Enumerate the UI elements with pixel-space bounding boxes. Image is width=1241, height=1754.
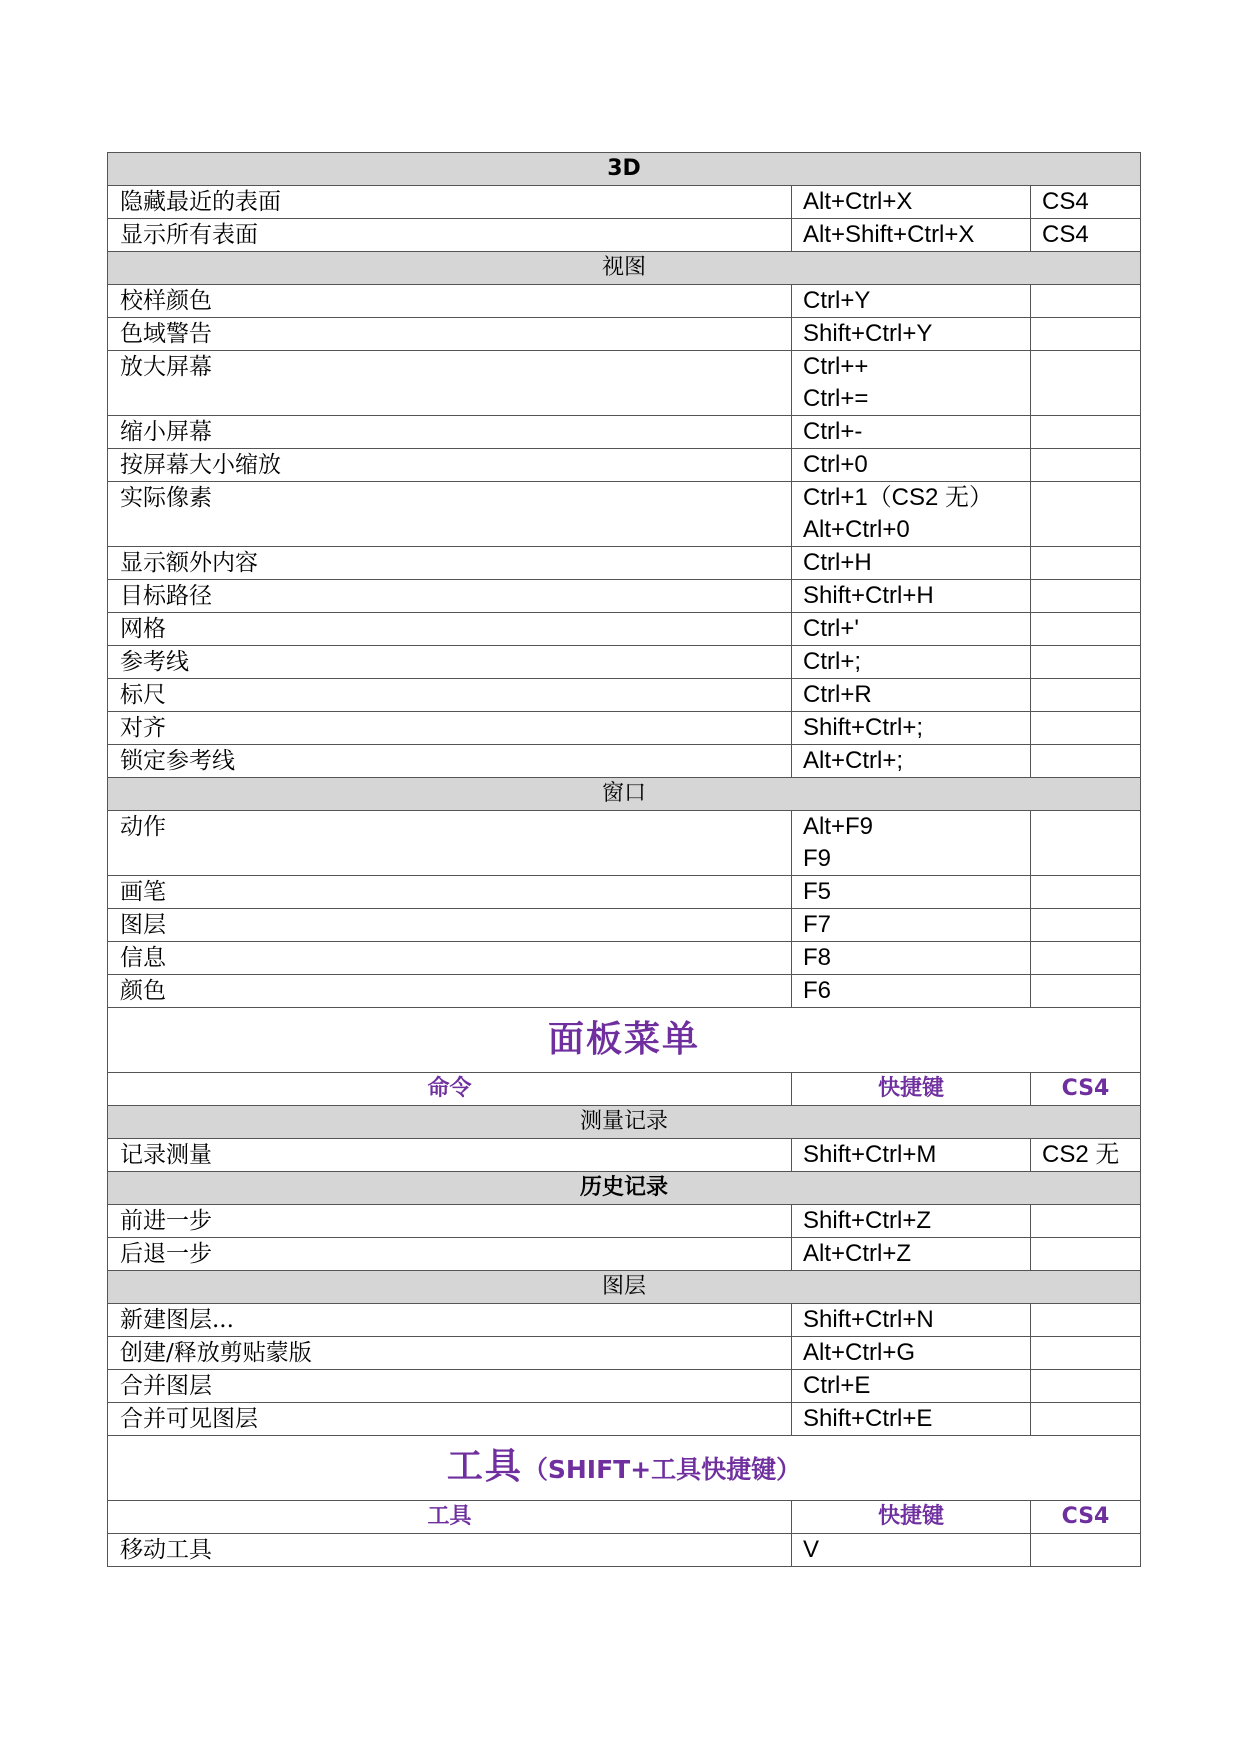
shortcut-key: Alt+Ctrl+X <box>803 188 913 215</box>
table-row <box>108 416 1141 449</box>
shortcut-key: F5 <box>803 878 832 905</box>
section-title: 历史记录 <box>108 1172 1141 1205</box>
section-header-row <box>108 778 1141 811</box>
version-cell <box>1031 613 1141 646</box>
version-cell <box>1031 975 1141 1008</box>
table-row <box>108 876 1141 909</box>
version-cell <box>1031 1403 1141 1436</box>
column-header-row <box>108 1501 1141 1534</box>
section-title: 窗口 <box>108 778 1141 811</box>
shortcut-cell <box>792 351 1031 416</box>
shortcut-key: Ctrl+' <box>803 615 859 642</box>
section-title: 测量记录 <box>108 1106 1141 1139</box>
table-row <box>108 942 1141 975</box>
version-cell <box>1031 712 1141 745</box>
section-header-row <box>108 1172 1141 1205</box>
shortcut-cell <box>792 416 1031 449</box>
command-cell: 参考线 <box>108 646 792 679</box>
shortcut-cell <box>792 876 1031 909</box>
shortcut-key: Ctrl+E <box>803 1372 871 1399</box>
version-cell <box>1031 1337 1141 1370</box>
shortcut-key: Ctrl+1（CS2 无） <box>803 484 994 511</box>
version-cell <box>1031 1304 1141 1337</box>
section-header-row <box>108 153 1141 186</box>
command-cell: 移动工具 <box>108 1534 792 1567</box>
shortcut-cell <box>792 219 1031 252</box>
table-row <box>108 1238 1141 1271</box>
version-cell <box>1031 1205 1141 1238</box>
shortcut-key: Shift+Ctrl+Y <box>803 320 933 347</box>
column-header-c2: 快捷键 <box>792 1073 1031 1106</box>
command-cell: 合并图层 <box>108 1370 792 1403</box>
table-row <box>108 811 1141 876</box>
shortcut-key: Alt+F9 <box>803 813 874 840</box>
shortcut-table <box>107 152 1141 1567</box>
column-header-c1: 工具 <box>108 1501 792 1534</box>
shortcut-cell <box>792 646 1031 679</box>
shortcut-key: Ctrl+- <box>803 418 863 445</box>
command-cell: 动作 <box>108 811 792 876</box>
shortcut-key: Shift+Ctrl+M <box>803 1141 937 1168</box>
shortcut-cell <box>792 679 1031 712</box>
shortcut-cell <box>792 942 1031 975</box>
column-header-c2: 快捷键 <box>792 1501 1031 1534</box>
table-row <box>108 646 1141 679</box>
table-row <box>108 318 1141 351</box>
shortcut-cell <box>792 547 1031 580</box>
version-cell <box>1031 679 1141 712</box>
shortcut-key: Ctrl+; <box>803 648 862 675</box>
command-cell: 颜色 <box>108 975 792 1008</box>
section-title: 图层 <box>108 1271 1141 1304</box>
table-row <box>108 219 1141 252</box>
shortcut-cell <box>792 318 1031 351</box>
shortcut-key: F6 <box>803 977 832 1004</box>
version-cell <box>1031 351 1141 416</box>
shortcut-key: Alt+Ctrl+Z <box>803 1240 912 1267</box>
shortcut-cell <box>792 1304 1031 1337</box>
command-cell: 前进一步 <box>108 1205 792 1238</box>
command-cell: 记录测量 <box>108 1139 792 1172</box>
major-heading <box>108 1436 1141 1501</box>
version-cell <box>1031 580 1141 613</box>
command-cell: 标尺 <box>108 679 792 712</box>
major-heading-subtitle: （SHIFT+工具快捷键） <box>522 1454 802 1484</box>
version-cell <box>1031 811 1141 876</box>
table-row <box>108 186 1141 219</box>
table-row <box>108 1337 1141 1370</box>
table-row <box>108 909 1141 942</box>
version-cell <box>1031 646 1141 679</box>
shortcut-key: Shift+Ctrl+H <box>803 582 934 609</box>
version-cell <box>1031 482 1141 547</box>
table-row <box>108 679 1141 712</box>
shortcut-key: Ctrl+H <box>803 549 872 576</box>
column-header-c1: 命令 <box>108 1073 792 1106</box>
major-heading-title: 面板菜单 <box>548 1019 701 1060</box>
command-cell: 信息 <box>108 942 792 975</box>
shortcut-key: Ctrl+Y <box>803 287 871 314</box>
version-cell <box>1031 285 1141 318</box>
command-cell: 色域警告 <box>108 318 792 351</box>
version-cell <box>1031 1534 1141 1567</box>
shortcut-cell <box>792 975 1031 1008</box>
column-header-c3: CS4 <box>1031 1073 1141 1106</box>
shortcut-key: Ctrl++ <box>803 353 869 380</box>
version-cell <box>1031 745 1141 778</box>
shortcut-cell <box>792 1403 1031 1436</box>
shortcut-key: F7 <box>803 911 832 938</box>
major-heading-title: 工具 <box>446 1445 523 1487</box>
table-row <box>108 285 1141 318</box>
command-cell: 后退一步 <box>108 1238 792 1271</box>
command-cell: 显示额外内容 <box>108 547 792 580</box>
shortcut-cell <box>792 1337 1031 1370</box>
command-cell: 按屏幕大小缩放 <box>108 449 792 482</box>
shortcut-key: Shift+Ctrl+E <box>803 1405 933 1432</box>
table-row <box>108 745 1141 778</box>
version-cell: CS2 无 <box>1031 1139 1141 1172</box>
version-cell <box>1031 909 1141 942</box>
version-cell <box>1031 547 1141 580</box>
shortcut-key: Ctrl+R <box>803 681 872 708</box>
version-cell: CS4 <box>1031 186 1141 219</box>
command-cell: 创建/释放剪贴蒙版 <box>108 1337 792 1370</box>
command-cell: 图层 <box>108 909 792 942</box>
shortcut-cell <box>792 712 1031 745</box>
section-title: 视图 <box>108 252 1141 285</box>
command-cell: 校样颜色 <box>108 285 792 318</box>
shortcut-cell <box>792 1205 1031 1238</box>
major-heading-row <box>108 1008 1141 1073</box>
table-row <box>108 613 1141 646</box>
major-heading-row <box>108 1436 1141 1501</box>
shortcut-key: V <box>803 1536 820 1563</box>
table-row <box>108 712 1141 745</box>
shortcut-table-body <box>108 153 1141 1567</box>
table-row <box>108 580 1141 613</box>
command-cell: 锁定参考线 <box>108 745 792 778</box>
shortcut-key: F8 <box>803 944 832 971</box>
version-cell <box>1031 1238 1141 1271</box>
shortcut-key: Ctrl+= <box>803 385 869 412</box>
command-cell: 实际像素 <box>108 482 792 547</box>
shortcut-cell <box>792 909 1031 942</box>
shortcut-cell <box>792 1238 1031 1271</box>
command-cell: 合并可见图层 <box>108 1403 792 1436</box>
section-title: 3D <box>108 153 1141 186</box>
shortcut-cell <box>792 1534 1031 1567</box>
shortcut-cell <box>792 449 1031 482</box>
shortcut-cell <box>792 745 1031 778</box>
shortcut-key: Shift+Ctrl+; <box>803 714 924 741</box>
shortcut-key: Ctrl+0 <box>803 451 868 478</box>
command-cell: 新建图层... <box>108 1304 792 1337</box>
command-cell: 画笔 <box>108 876 792 909</box>
version-cell: CS4 <box>1031 219 1141 252</box>
command-cell: 隐藏最近的表面 <box>108 186 792 219</box>
version-cell <box>1031 449 1141 482</box>
command-cell: 对齐 <box>108 712 792 745</box>
version-cell <box>1031 942 1141 975</box>
command-cell: 网格 <box>108 613 792 646</box>
shortcut-cell <box>792 1139 1031 1172</box>
column-header-row <box>108 1073 1141 1106</box>
section-header-row <box>108 1106 1141 1139</box>
shortcut-key: Alt+Ctrl+G <box>803 1339 916 1366</box>
shortcut-cell <box>792 186 1031 219</box>
table-row <box>108 449 1141 482</box>
shortcut-cell <box>792 285 1031 318</box>
command-cell: 放大屏幕 <box>108 351 792 416</box>
shortcut-cell <box>792 1370 1031 1403</box>
shortcut-key: Shift+Ctrl+N <box>803 1306 934 1333</box>
shortcut-cell <box>792 613 1031 646</box>
version-cell <box>1031 876 1141 909</box>
table-row <box>108 1139 1141 1172</box>
table-row <box>108 547 1141 580</box>
version-cell <box>1031 318 1141 351</box>
table-row <box>108 1205 1141 1238</box>
shortcut-key: Alt+Ctrl+0 <box>803 516 910 543</box>
table-row <box>108 1304 1141 1337</box>
table-row <box>108 351 1141 416</box>
table-row <box>108 975 1141 1008</box>
table-row <box>108 1403 1141 1436</box>
command-cell: 显示所有表面 <box>108 219 792 252</box>
version-cell <box>1031 1370 1141 1403</box>
section-header-row <box>108 252 1141 285</box>
command-cell: 缩小屏幕 <box>108 416 792 449</box>
table-row <box>108 1370 1141 1403</box>
table-row <box>108 1534 1141 1567</box>
shortcut-key: Shift+Ctrl+Z <box>803 1207 932 1234</box>
command-cell: 目标路径 <box>108 580 792 613</box>
column-header-c3: CS4 <box>1031 1501 1141 1534</box>
section-header-row <box>108 1271 1141 1304</box>
major-heading <box>108 1008 1141 1073</box>
version-cell <box>1031 416 1141 449</box>
shortcut-key: Alt+Ctrl+; <box>803 747 904 774</box>
shortcut-cell <box>792 482 1031 547</box>
shortcut-cell <box>792 580 1031 613</box>
table-row <box>108 482 1141 547</box>
shortcut-cell <box>792 811 1031 876</box>
shortcut-key: Alt+Shift+Ctrl+X <box>803 221 975 248</box>
shortcut-key: F9 <box>803 845 832 872</box>
